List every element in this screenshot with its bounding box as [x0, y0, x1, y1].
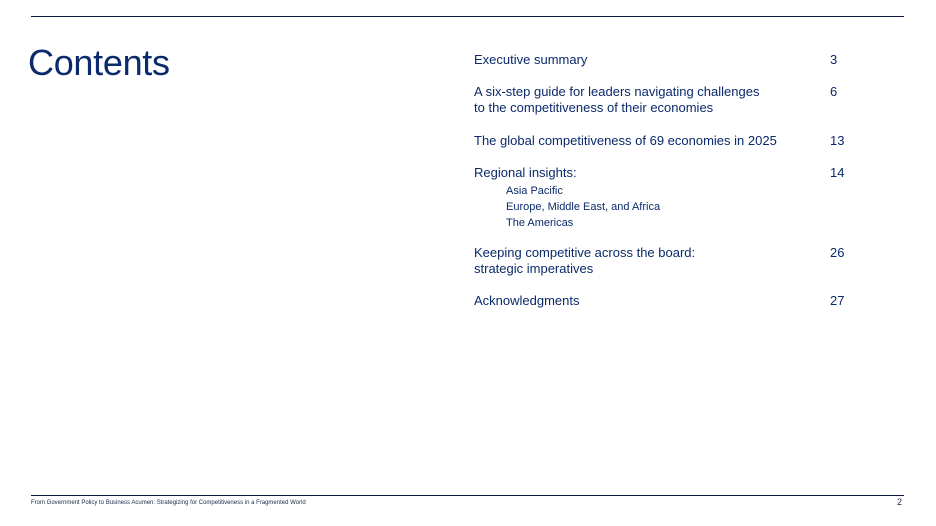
footer-page-number: 2: [897, 497, 903, 507]
toc-entry-label-line: Regional insights:: [474, 165, 577, 180]
toc-entry-label-line: to the competitiveness of their economies: [474, 100, 714, 115]
toc-entry-label-line: Executive summary: [474, 52, 588, 67]
toc-entry-label-line: Acknowledgments: [474, 293, 580, 308]
toc-entry-label[interactable]: [474, 245, 814, 277]
toc-entry-label-line: Keeping competitive across the board:: [474, 245, 696, 260]
toc-entry-label[interactable]: [474, 293, 814, 309]
toc-entry-page-number: 13: [830, 133, 845, 148]
page-title: Contents: [28, 42, 170, 83]
footer-document-title: From Government Policy to Business Acumen: Strategizing for Competitiveness in a Fragmented World: [31, 500, 306, 506]
toc-entry-label-line: A six-step guide for leaders navigating challenges: [474, 84, 760, 99]
toc-entry-page-number: 6: [830, 84, 838, 99]
top-divider: [31, 16, 904, 17]
toc-entry-label-line: The global competitiveness of 69 economies in 2025: [474, 133, 777, 148]
toc-entry-label[interactable]: [474, 133, 814, 149]
toc-entry-page-number: 26: [830, 245, 845, 260]
toc-entry-label-line: strategic imperatives: [474, 261, 594, 276]
toc-entry-label[interactable]: [474, 84, 814, 116]
regional-subsections: [506, 183, 660, 231]
toc-entry-label[interactable]: [474, 165, 814, 181]
toc-entry-label[interactable]: [474, 52, 814, 68]
toc-subitem-asia-pacific[interactable]: Asia Pacific: [506, 185, 563, 197]
bottom-divider: [31, 495, 904, 496]
toc-entry-page-number: 27: [830, 293, 845, 308]
toc-subitem-emea[interactable]: Europe, Middle East, and Africa: [506, 201, 661, 213]
toc-entry-page-number: 14: [830, 165, 845, 180]
toc-subitem-americas[interactable]: The Americas: [506, 217, 574, 229]
toc-entry-page-number: 3: [830, 52, 838, 67]
